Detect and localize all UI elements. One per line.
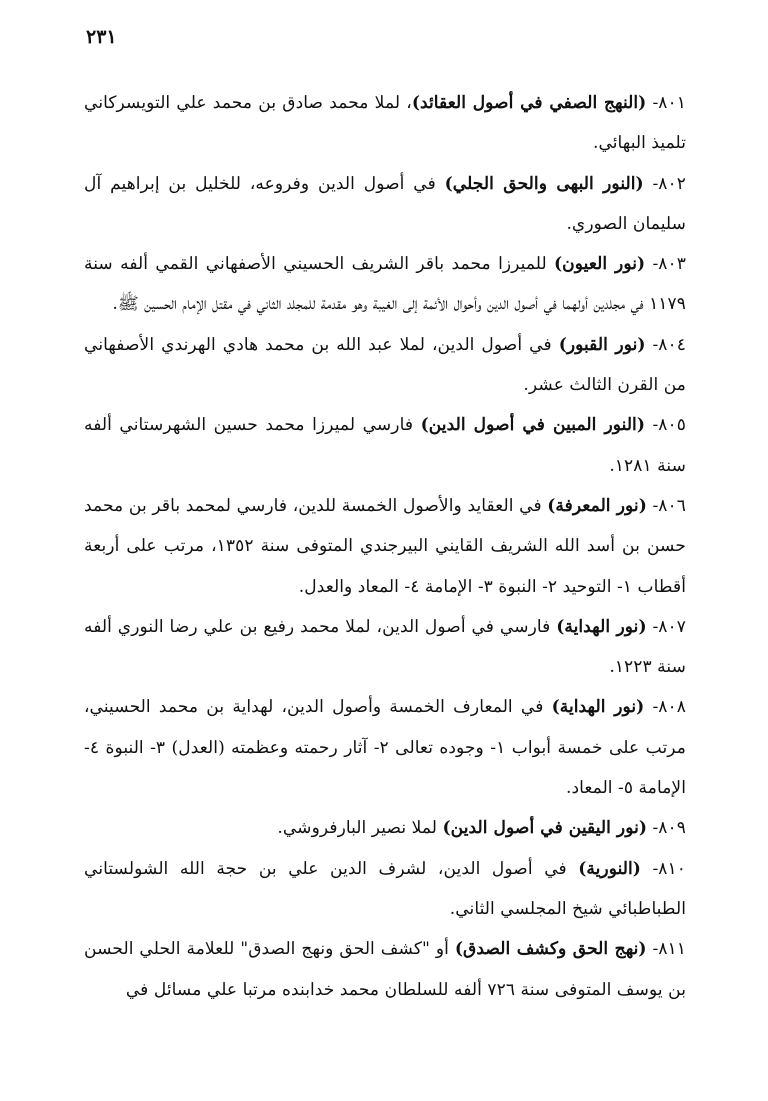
entry-text: ، لملا محمد صادق بن محمد علي التويسركاني تلميذ البهائي. (84, 93, 686, 154)
entry-number: ٨٠٢- (643, 173, 686, 194)
entry-title: (النهج الصفي في أصول العقائد) (411, 93, 647, 113)
entry-801 (84, 83, 686, 164)
entry-number: ٨٠٣- (645, 254, 686, 275)
entry-text: للميرزا محمد باقر الشريف الحسيني الأصفهاني القمي ألفه سنة ١١٧٩ في مجلدين أولهما في أصول الدين وأحوال الأئمة إلى الغيبة وهو مقدمة للمجلد الثاني في مقتل الإمام الحسين ﷺ. (84, 254, 686, 315)
entry-text: في العقايد والأصول الخمسة للدين، فارسي لمحمد باقر بن محمد حسن بن أسد الله الشريف القايني البيرجندي المتوفى سنة ١٣٥٢، مرتب على أربعة أقطاب ١- التوحيد ٢- النبوة ٣- الإمامة ٤- المعاد والعدل. (84, 495, 686, 597)
entry-807 (84, 607, 686, 688)
entry-number: ٨٠١- (646, 93, 686, 113)
entry-810 (84, 849, 686, 930)
entry-802 (84, 164, 686, 245)
entry-number: ٨١١- (646, 939, 687, 960)
entry-text: أو "كشف الحق ونهج الصدق" للعلامة الحلي الحسن بن يوسف المتوفى سنة ٧٢٦ ألفه للسلطان محمد خدابنده مرتبا علي مسائل في (84, 939, 686, 1000)
entry-number: ٨٠٥- (644, 415, 686, 436)
entry-number: ٨٠٤- (645, 334, 686, 355)
entry-number: ٨٠٦- (646, 495, 686, 516)
entry-title: (نهج الحق وكشف الصدق) (454, 939, 647, 960)
entry-number: ٨١٠- (640, 858, 686, 879)
entry-text: في المعارف الخمسة وأصول الدين، لهداية بن محمد الحسيني، مرتب على خمسة أبواب ١- وجوده تعالى ٢- آثار رحمته وعظمته (العدل) ٣- النبوة ٤- الإمامة ٥- المعاد. (84, 697, 686, 799)
entry-title: (النور البهى والحق الجلي) (444, 173, 644, 194)
entry-title: (نور الهداية) (551, 697, 645, 718)
entry-title: (نور الهداية) (556, 616, 647, 637)
entry-text: فارسي في أصول الدين، لملا محمد رفيع بن علي رضا النوري ألفه سنة ١٢٢٣. (84, 616, 686, 678)
entry-title: (نور المعرفة) (547, 495, 647, 516)
entry-808 (84, 687, 686, 808)
entry-title: (النور المبين في أصول الدين) (420, 415, 645, 436)
entry-title: (نور اليقين في أصول الدين) (442, 818, 648, 839)
entry-number: ٨٠٨- (644, 697, 686, 718)
entry-title: (نور العيون) (554, 254, 646, 275)
entry-text: لملا نصير البارفروشي. (277, 818, 443, 839)
entry-text: في أصول الدين، لملا عبد الله بن محمد هادي الهرندي الأصفهاني من القرن الثالث عشر. (84, 334, 686, 396)
entry-803 (84, 244, 686, 325)
entry-title: (النورية) (578, 858, 641, 879)
entry-806 (84, 486, 686, 607)
document-body (84, 83, 686, 1010)
entry-number: ٨٠٧- (646, 616, 686, 637)
entry-811 (84, 929, 686, 1010)
entry-809 (84, 808, 686, 848)
entry-805 (84, 405, 686, 486)
entry-text: فارسي لميرزا محمد حسين الشهرستاني ألفه سنة ١٢٨١. (84, 415, 686, 476)
entry-text: في أصول الدين وفروعه، للخليل بن إبراهيم آل سليمان الصوري. (84, 173, 686, 234)
entry-number: ٨٠٩- (647, 818, 686, 839)
entry-804 (84, 325, 686, 406)
entry-title: (نور القبور) (558, 334, 646, 355)
page-number: ٢٣١ (86, 26, 117, 48)
entry-text: في أصول الدين، لشرف الدين علي بن حجة الله الشولستاني الطباطبائي شيخ المجلسي الثاني. (84, 858, 686, 919)
